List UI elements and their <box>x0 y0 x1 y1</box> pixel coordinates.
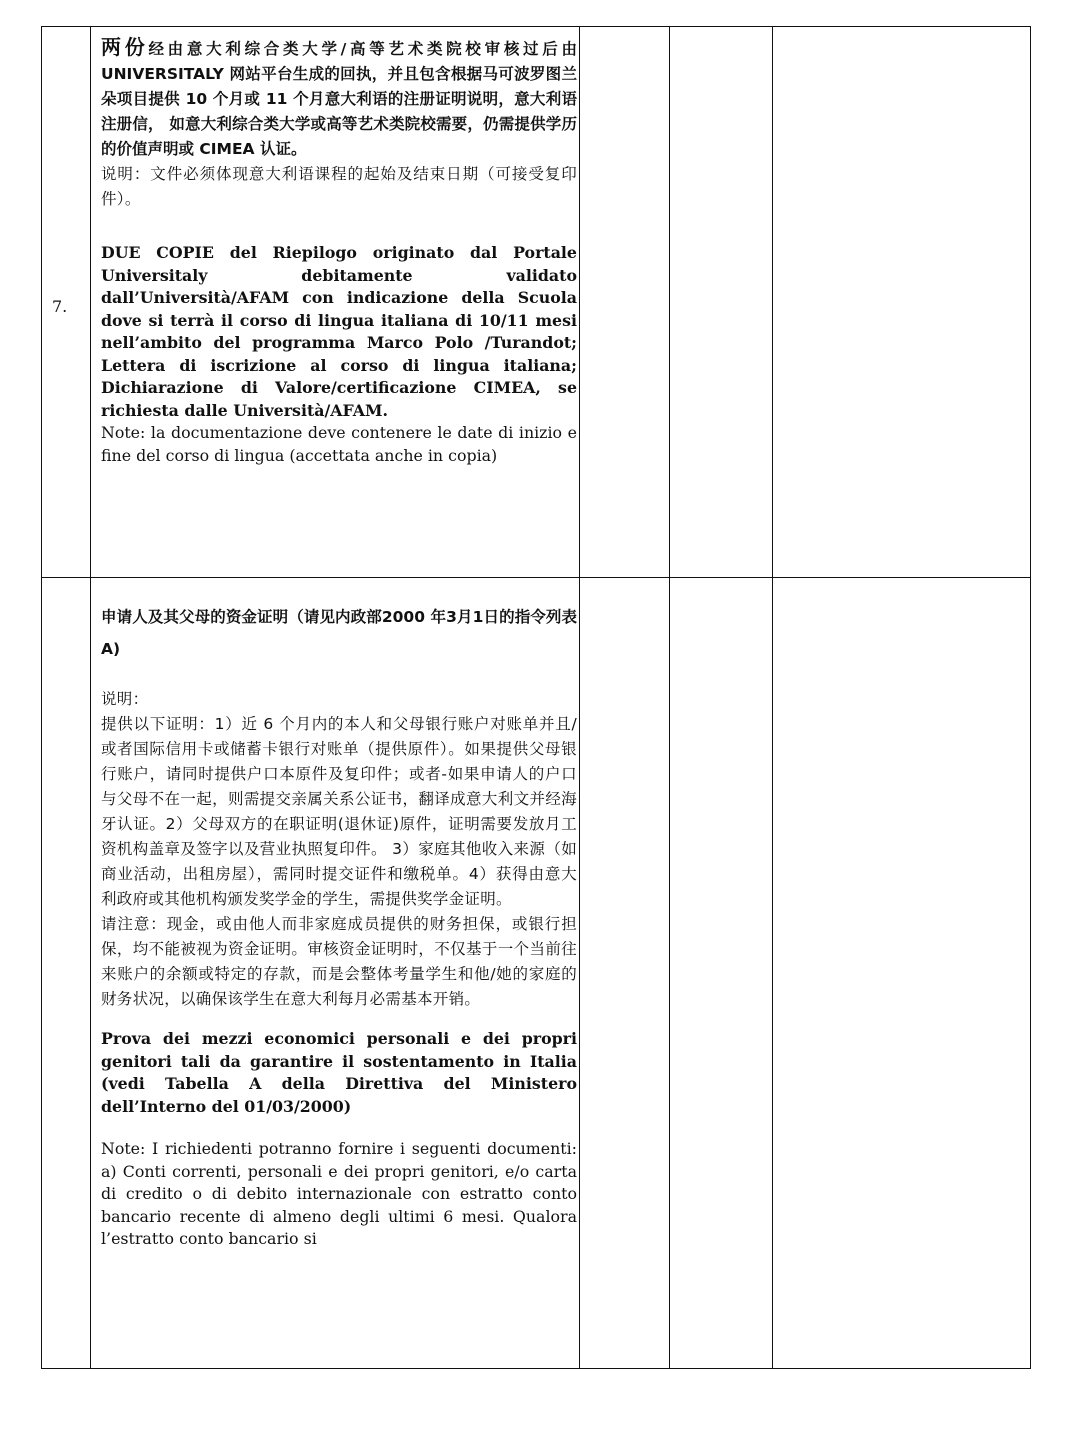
requirement-zh-note-label: 说明： <box>101 690 149 708</box>
requirement-cell-funds <box>101 601 577 1251</box>
requirement-zh-heading: 两份经由意大利综合类大学/高等艺术类院校审核过后由 UNIVERSITALY 网站平台生成的回执，并且包含根据马可波罗图兰朵项目提供 10 个月或 11 个月意大利语的注册证明说明，意大利语注册信， 如意大利综合类大学或高等艺术类院校需要，仍需提供学历的价值声明或 CIMEA 认证。 <box>101 35 578 158</box>
requirement-it-heading: Prova dei mezzi economici personali e dei propri genitori tali da garantire il sostentamento in Italia (vedi Tabella A della Direttiva del Ministero dell’Interno del 01/03/2000) <box>101 1029 577 1116</box>
requirement-zh-note: 提供以下证明：1）近 6 个月内的本人和父母银行账户对账单并且/或者国际信用卡或储蓄卡银行对账单（提供原件）。如果提供父母银行账户，请同时提供户口本原件及复印件；或者-如果申请人的户口与父母不在一起，则需提交亲属关系公证书，翻译成意大利文并经海牙认证。2）父母双方的在职证明(退休证)原件，证明需要发放月工资机构盖章及签字以及营业执照复印件。 3）家庭其他收入来源（如商业活动，出租房屋），需同时提交证件和缴税单。4）获得由意大利政府或其他机构颁发奖学金的学生，需提供奖学金证明。 <box>101 715 577 908</box>
requirement-it-note: Note: I richiedenti potranno fornire i seguenti documenti: a) Conti correnti, personali e dei propri genitori, e/o carta di credito o di debito internazionale con estratto conto bancario recente di almeno degli ultimi 6 mesi. Qualora l’estratto conto bancario si <box>101 1139 577 1248</box>
column-divider-4 <box>772 27 773 1368</box>
column-divider-1 <box>90 27 91 1368</box>
row-number: 7. <box>52 297 68 316</box>
requirement-zh-heading: 申请人及其父母的资金证明（请见内政部2000 年3月1日的指令列表A) <box>101 608 577 658</box>
requirement-zh-warning: 请注意：现金，或由他人而非家庭成员提供的财务担保，或银行担保，均不能被视为资金证明。审核资金证明时，不仅基于一个当前往来账户的余额或特定的存款，而是会整体考量学生和他/她的家庭的财务状况，以确保该学生在意大利每月必需基本开销。 <box>101 915 577 1008</box>
requirement-zh-lead: 两份 <box>101 35 149 59</box>
column-divider-2 <box>579 27 580 1368</box>
requirement-cell-documents <box>101 35 577 467</box>
requirement-zh-note: 说明：文件必须体现意大利语课程的起始及结束日期（可接受复印件）。 <box>101 165 577 208</box>
requirements-table <box>41 26 1031 1369</box>
requirement-it-heading: DUE COPIE del Riepilogo originato dal Portale Universitaly debitamente validato dall’Università/AFAM con indicazione della Scuola dove si terrà il corso di lingua italiana di 10/11 mesi nell’ambito del programma Marco Polo /Turandot; Lettera di iscrizione al corso di lingua italiana; Dichiarazione di Valore/certificazione CIMEA, se richiesta dalle Università/AFAM. <box>101 243 577 420</box>
row-divider <box>42 577 1030 578</box>
column-divider-3 <box>669 27 670 1368</box>
requirement-it-note: Note: la documentazione deve contenere le date di inizio e fine del corso di lingua (accettata anche in copia) <box>101 423 577 465</box>
